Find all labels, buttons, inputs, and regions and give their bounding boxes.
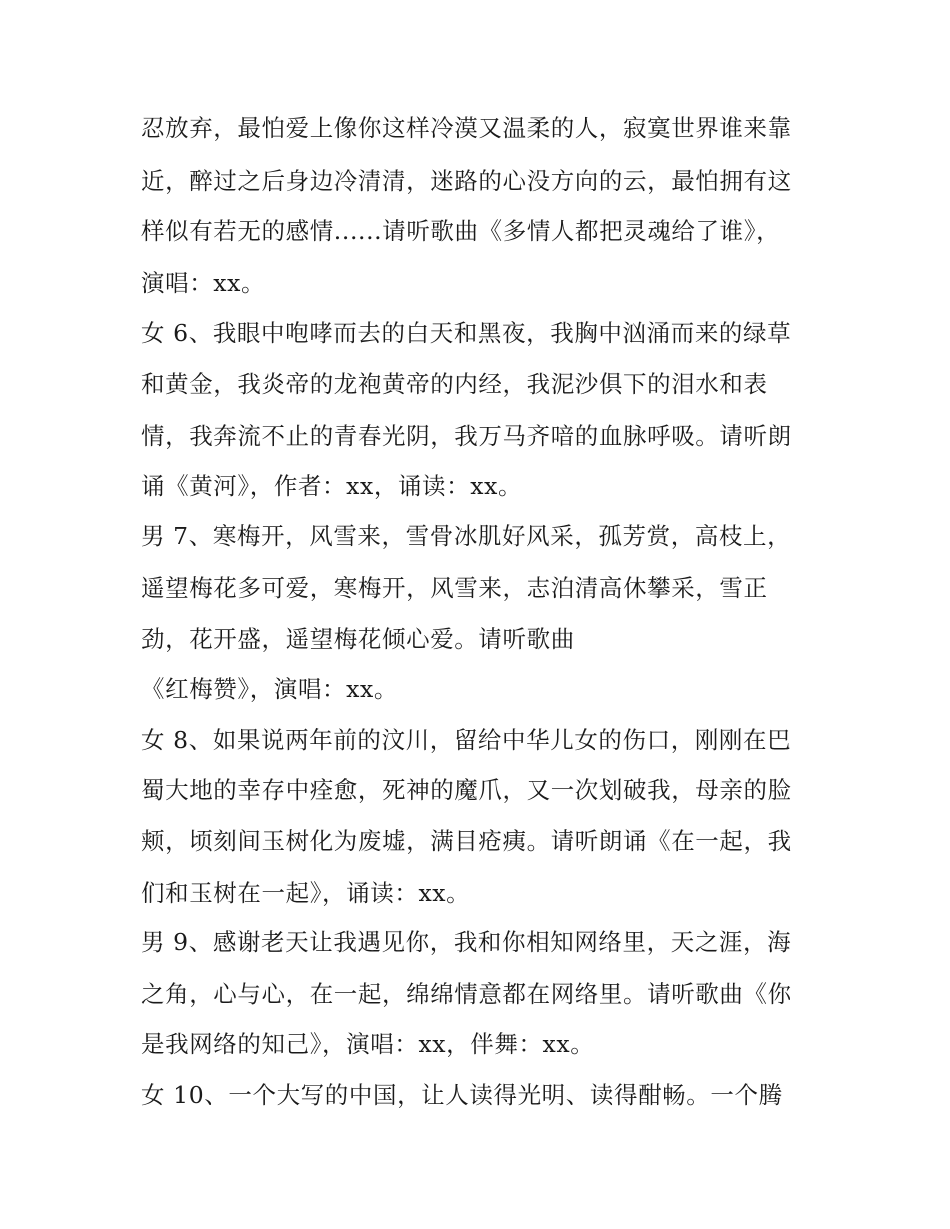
text-line: 蜀大地的幸存中痊愈，死神的魔爪，又一次划破我，母亲的脸: [141, 776, 792, 804]
text-line: 和黄金，我炎帝的龙袍黄帝的内经，我泥沙俱下的泪水和表: [141, 370, 768, 398]
text-line: 劲，花开盛，遥望梅花倾心爱。请听歌曲: [141, 625, 575, 653]
text-line: 男 7、寒梅开，风雪来，雪骨冰肌好风采，孤芳赏，高枝上，: [141, 522, 792, 550]
text-line: 样似有若无的感情......请听歌曲《多情人都把灵魂给了谁》，: [141, 217, 781, 245]
text-line: 演唱：xx。: [141, 269, 266, 297]
text-line: 情，我奔流不止的青春光阴，我万马齐喑的血脉呼吸。请听朗: [141, 422, 792, 450]
text-line: 们和玉树在一起》，诵读：xx。: [141, 879, 471, 907]
text-line: 近，醉过之后身边冷清清，迷路的心没方向的云，最怕拥有这: [141, 167, 792, 195]
text-line: 颊，顷刻间玉树化为废墟，满目疮痍。请听朗诵《在一起，我: [141, 827, 792, 855]
text-line: 遥望梅花多可爱，寒梅开，风雪来，志泊清高休攀采，雪正: [141, 574, 768, 602]
text-line: 女 8、如果说两年前的汶川，留给中华儿女的伤口，刚刚在巴: [141, 726, 792, 754]
text-line: 《红梅赞》，演唱：xx。: [141, 675, 398, 703]
text-line: 女 6、我眼中咆哮而去的白天和黑夜，我胸中汹涌而来的绿草: [141, 319, 792, 347]
text-line: 男 9、感谢老天让我遇见你，我和你相知网络里，天之涯，海: [141, 928, 792, 956]
text-line: 诵《黄河》，作者：xx，诵读：xx。: [141, 472, 523, 500]
text-line: 女 10、一个大写的中国，让人读得光明、读得酣畅。一个腾: [141, 1081, 783, 1109]
text-line: 是我网络的知己》，演唱：xx，伴舞：xx。: [141, 1030, 595, 1058]
text-line: 忍放弃，最怕爱上像你这样冷漠又温柔的人，寂寞世界谁来靠: [141, 114, 792, 142]
text-line: 之角，心与心，在一起，绵绵情意都在网络里。请听歌曲《你: [141, 980, 792, 1008]
